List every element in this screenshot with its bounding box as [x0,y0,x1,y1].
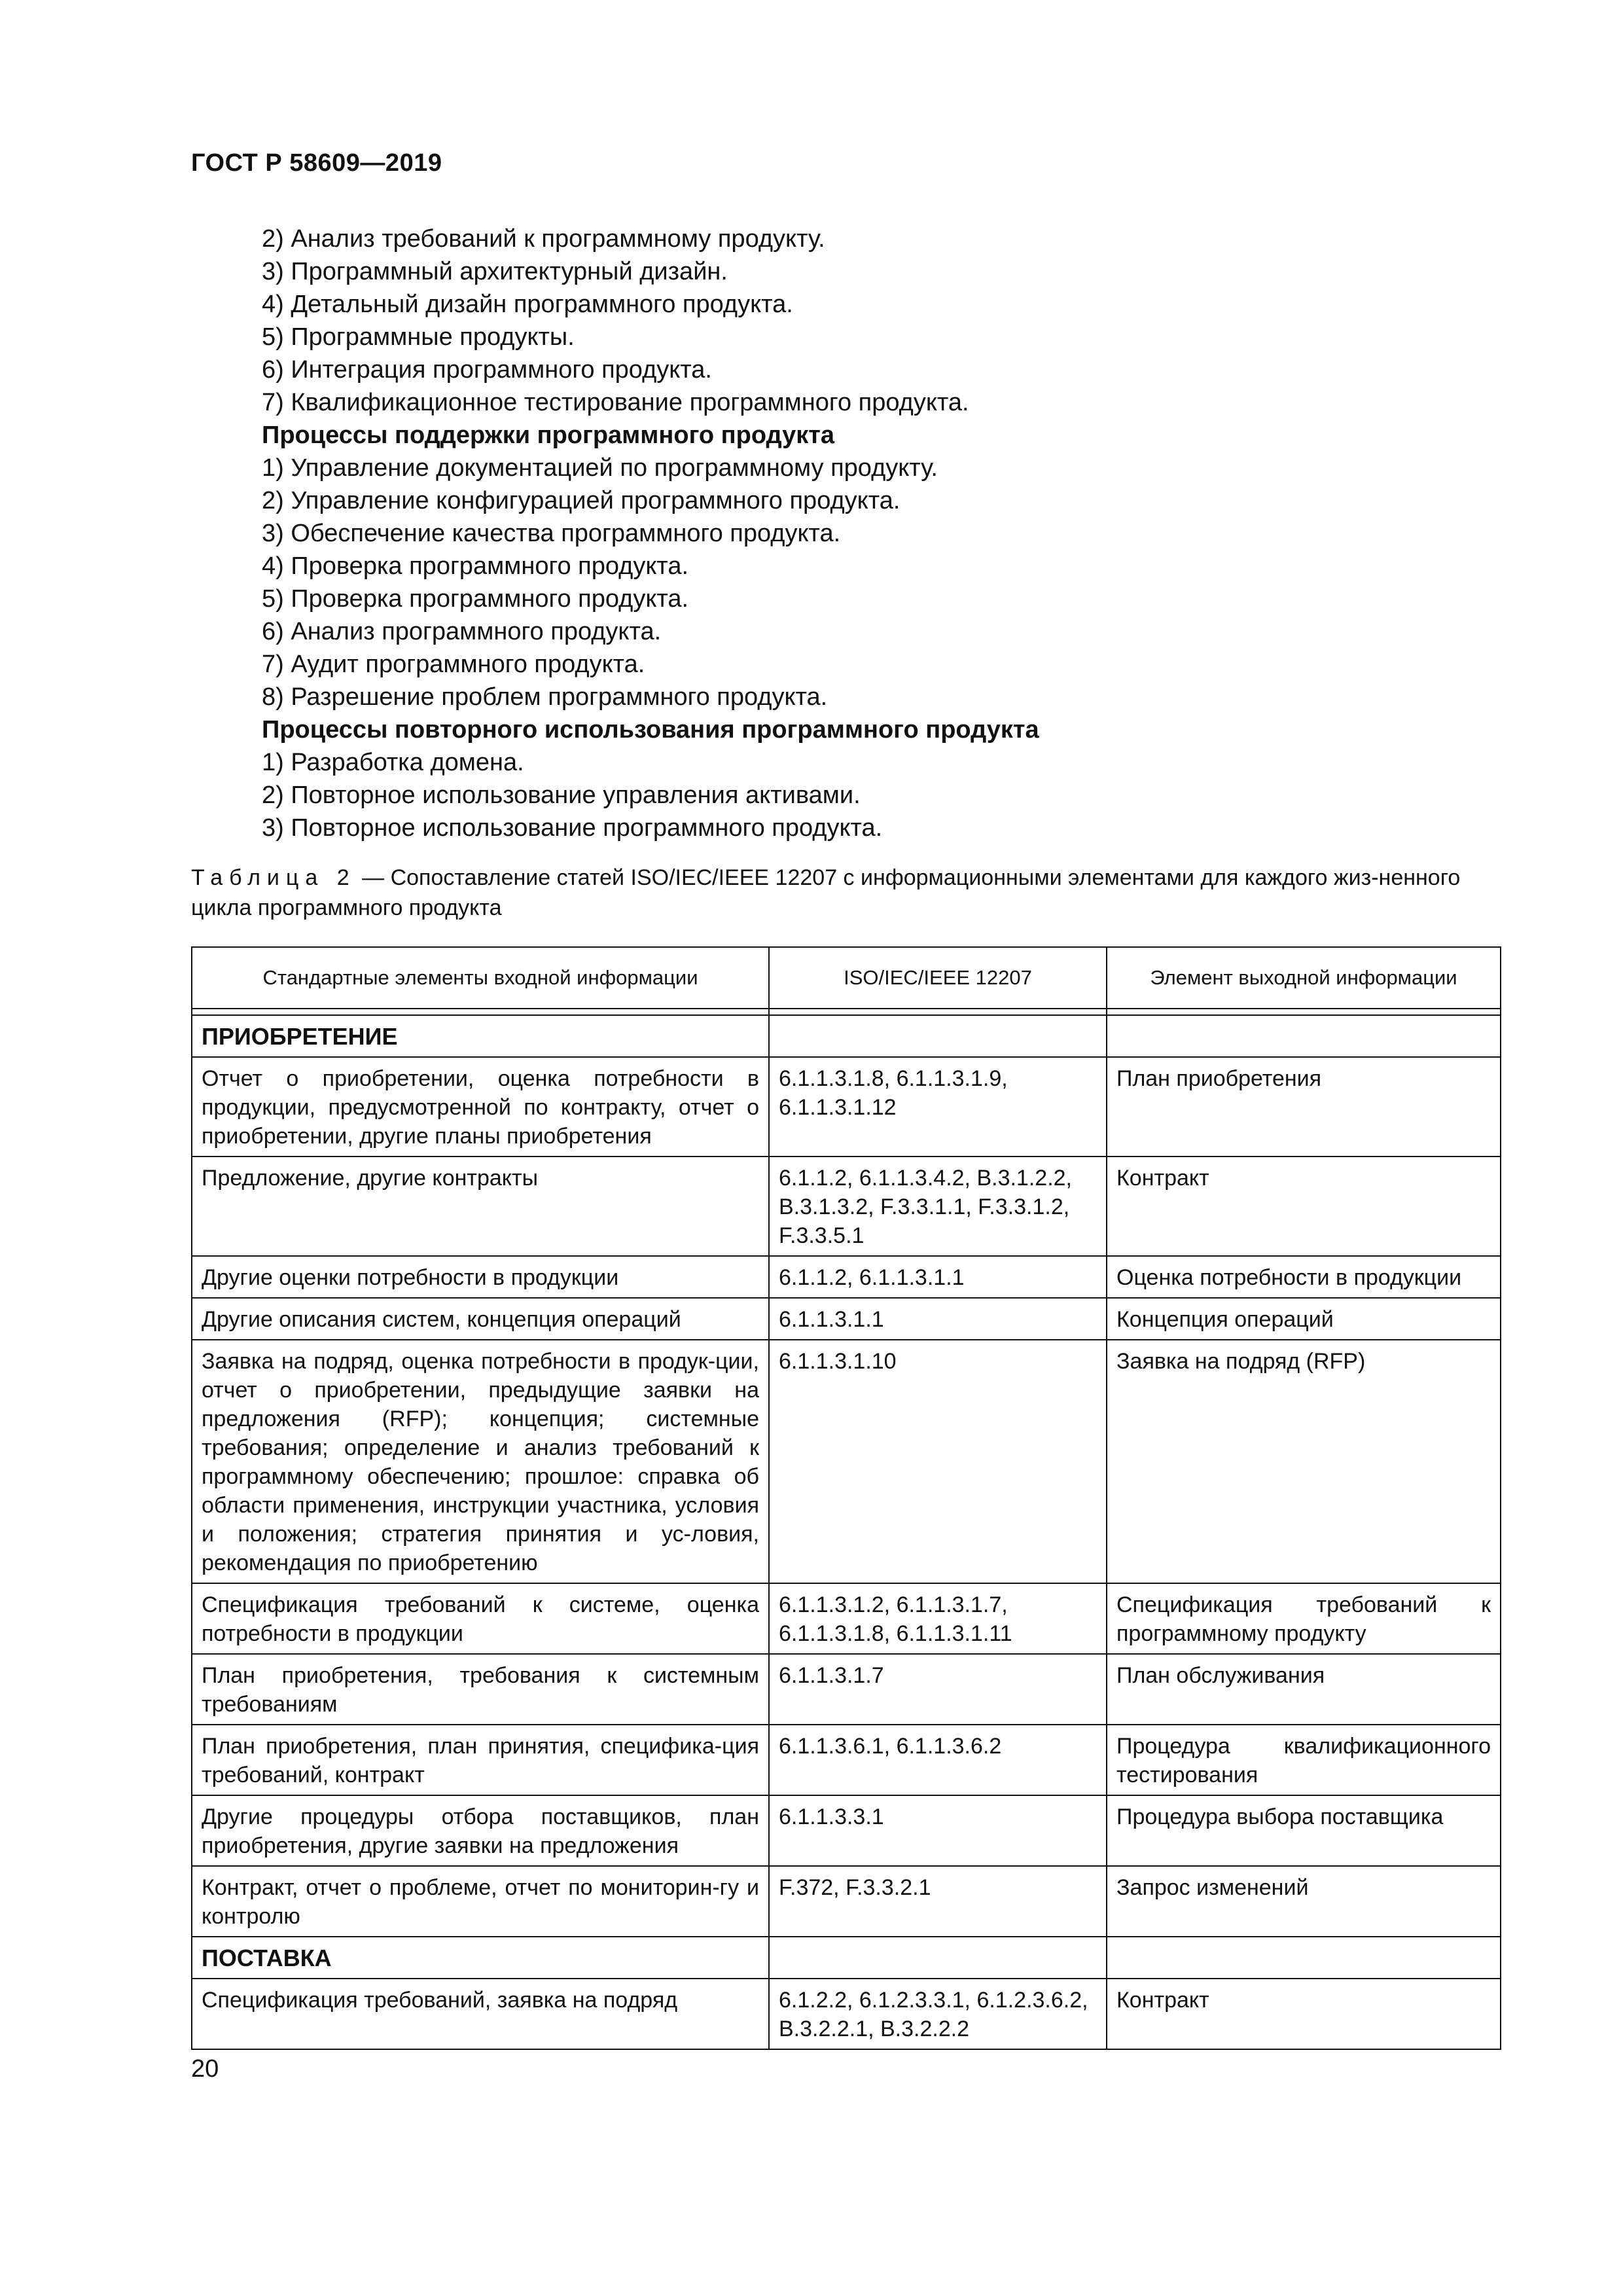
list-item: 7) Квалификационное тестирование программного продукта. [262,389,969,416]
table-row [192,1057,1501,1157]
document-header: ГОСТ Р 58609—2019 [191,149,442,177]
table-row [192,1256,1501,1298]
standard-clause-cell: 6.1.2.2, 6.1.2.3.3.1, 6.1.2.3.6.2, B.3.2.2.1, B.3.2.2.2 [769,1979,1107,2049]
input-info-cell: План приобретения, план принятия, специфика-ция требований, контракт [192,1725,769,1795]
list-item: 3) Обеспечение качества программного продукта. [262,520,841,547]
table-row [192,1795,1501,1866]
input-info-cell: Спецификация требований, заявка на подряд [192,1979,769,2049]
section-row [192,1015,1501,1057]
section-title: ПОСТАВКА [192,1937,769,1979]
list-item: 2) Анализ требований к программному продукту. [262,225,825,253]
header-input-info: Стандартные элементы входной информации [192,947,769,1009]
standard-clause-cell: F.372, F.3.3.2.1 [769,1866,1107,1937]
header-standard: ISO/IEC/IEEE 12207 [769,947,1107,1009]
page-number: 20 [191,2055,219,2083]
output-info-cell: План обслуживания [1107,1654,1501,1725]
spacer-cell [1107,1009,1501,1015]
table-row [192,1979,1501,2049]
standard-clause-cell: 6.1.1.3.6.1, 6.1.1.3.6.2 [769,1725,1107,1795]
input-info-cell: Другие оценки потребности в продукции [192,1256,769,1298]
list-item: 5) Программные продукты. [262,323,575,351]
table-row [192,1298,1501,1340]
input-info-cell: План приобретения, требования к системным требованиям [192,1654,769,1725]
list-item: 4) Детальный дизайн программного продукта. [262,291,793,318]
output-info-cell: Процедура выбора поставщика [1107,1795,1501,1866]
table-row [192,1866,1501,1937]
output-info-cell: Заявка на подряд (RFP) [1107,1340,1501,1583]
section-heading: Процессы повторного использования программного продукта [262,716,1039,744]
output-info-cell: Контракт [1107,1979,1501,2049]
table-row [192,1654,1501,1725]
input-info-cell: Спецификация требований к системе, оценка потребности в продукции [192,1583,769,1654]
list-item: 5) Проверка программного продукта. [262,585,689,613]
output-info-cell: Концепция операций [1107,1298,1501,1340]
empty-cell [769,1937,1107,1979]
list-item: 1) Управление документацией по программному продукту. [262,454,938,482]
output-info-cell: Оценка потребности в продукции [1107,1256,1501,1298]
input-info-cell: Контракт, отчет о проблеме, отчет по мониторин-гу и контролю [192,1866,769,1937]
list-item: 2) Повторное использование управления активами. [262,781,861,809]
output-info-cell: Контракт [1107,1157,1501,1256]
table-caption [191,863,1493,923]
list-item: 4) Проверка программного продукта. [262,552,689,580]
list-item: 2) Управление конфигурацией программного продукта. [262,487,901,514]
input-info-cell: Заявка на подряд, оценка потребности в продук-ции, отчет о приобретении, предыдущие заявки на предложения (RFP); концепция; системные требования; определение и анализ требований к программному обеспечению; прошлое: справка об области применения, инструкции участника, условия и положения; стратегия принятия и ус-ловия, рекомендация по приобретению [192,1340,769,1583]
spacer-cell [769,1009,1107,1015]
table-row [192,1583,1501,1654]
header-output-info: Элемент выходной информации [1107,947,1501,1009]
spacer-cell [192,1009,769,1015]
process-list [262,223,1505,844]
output-info-cell: Запрос изменений [1107,1866,1501,1937]
list-item: 6) Интеграция программного продукта. [262,356,712,384]
standard-clause-cell: 6.1.1.3.1.2, 6.1.1.3.1.7, 6.1.1.3.1.8, 6.1.1.3.1.11 [769,1583,1107,1654]
table-header-row [192,947,1501,1009]
header-spacer-row [192,1009,1501,1015]
table-row [192,1725,1501,1795]
standard-clause-cell: 6.1.1.3.1.1 [769,1298,1107,1340]
input-info-cell: Отчет о приобретении, оценка потребности в продукции, предусмотренной по контракту, отчет о приобретении, другие планы приобретения [192,1057,769,1157]
input-info-cell: Предложение, другие контракты [192,1157,769,1256]
mapping-table [191,946,1501,2050]
list-item: 8) Разрешение проблем программного продукта. [262,683,828,711]
output-info-cell: План приобретения [1107,1057,1501,1157]
table-row [192,1340,1501,1583]
standard-clause-cell: 6.1.1.3.3.1 [769,1795,1107,1866]
standard-clause-cell: 6.1.1.3.1.7 [769,1654,1107,1725]
section-row [192,1937,1501,1979]
empty-cell [1107,1015,1501,1057]
standard-clause-cell: 6.1.1.3.1.10 [769,1340,1107,1583]
standard-clause-cell: 6.1.1.2, 6.1.1.3.1.1 [769,1256,1107,1298]
output-info-cell: Спецификация требований к программному продукту [1107,1583,1501,1654]
table-caption-label: Таблица 2 [191,865,356,890]
list-item: 3) Повторное использование программного продукта. [262,814,883,842]
standard-clause-cell: 6.1.1.2, 6.1.1.3.4.2, B.3.1.2.2, B.3.1.3.2, F.3.3.1.1, F.3.3.1.2, F.3.3.5.1 [769,1157,1107,1256]
input-info-cell: Другие процедуры отбора поставщиков, план приобретения, другие заявки на предложения [192,1795,769,1866]
table-caption-text: — Сопоставление статей ISO/IEC/IEEE 12207 с информационными элементами для каждого жиз-ненного цикла программного продукта [191,865,1461,920]
table-row [192,1157,1501,1256]
list-item: 3) Программный архитектурный дизайн. [262,258,728,285]
list-item: 7) Аудит программного продукта. [262,651,645,678]
empty-cell [1107,1937,1501,1979]
empty-cell [769,1015,1107,1057]
input-info-cell: Другие описания систем, концепция операций [192,1298,769,1340]
section-heading: Процессы поддержки программного продукта [262,422,835,449]
output-info-cell: Процедура квалификационного тестирования [1107,1725,1501,1795]
section-title: ПРИОБРЕТЕНИЕ [192,1015,769,1057]
standard-clause-cell: 6.1.1.3.1.8, 6.1.1.3.1.9, 6.1.1.3.1.12 [769,1057,1107,1157]
list-item: 1) Разработка домена. [262,749,524,776]
list-item: 6) Анализ программного продукта. [262,618,662,645]
